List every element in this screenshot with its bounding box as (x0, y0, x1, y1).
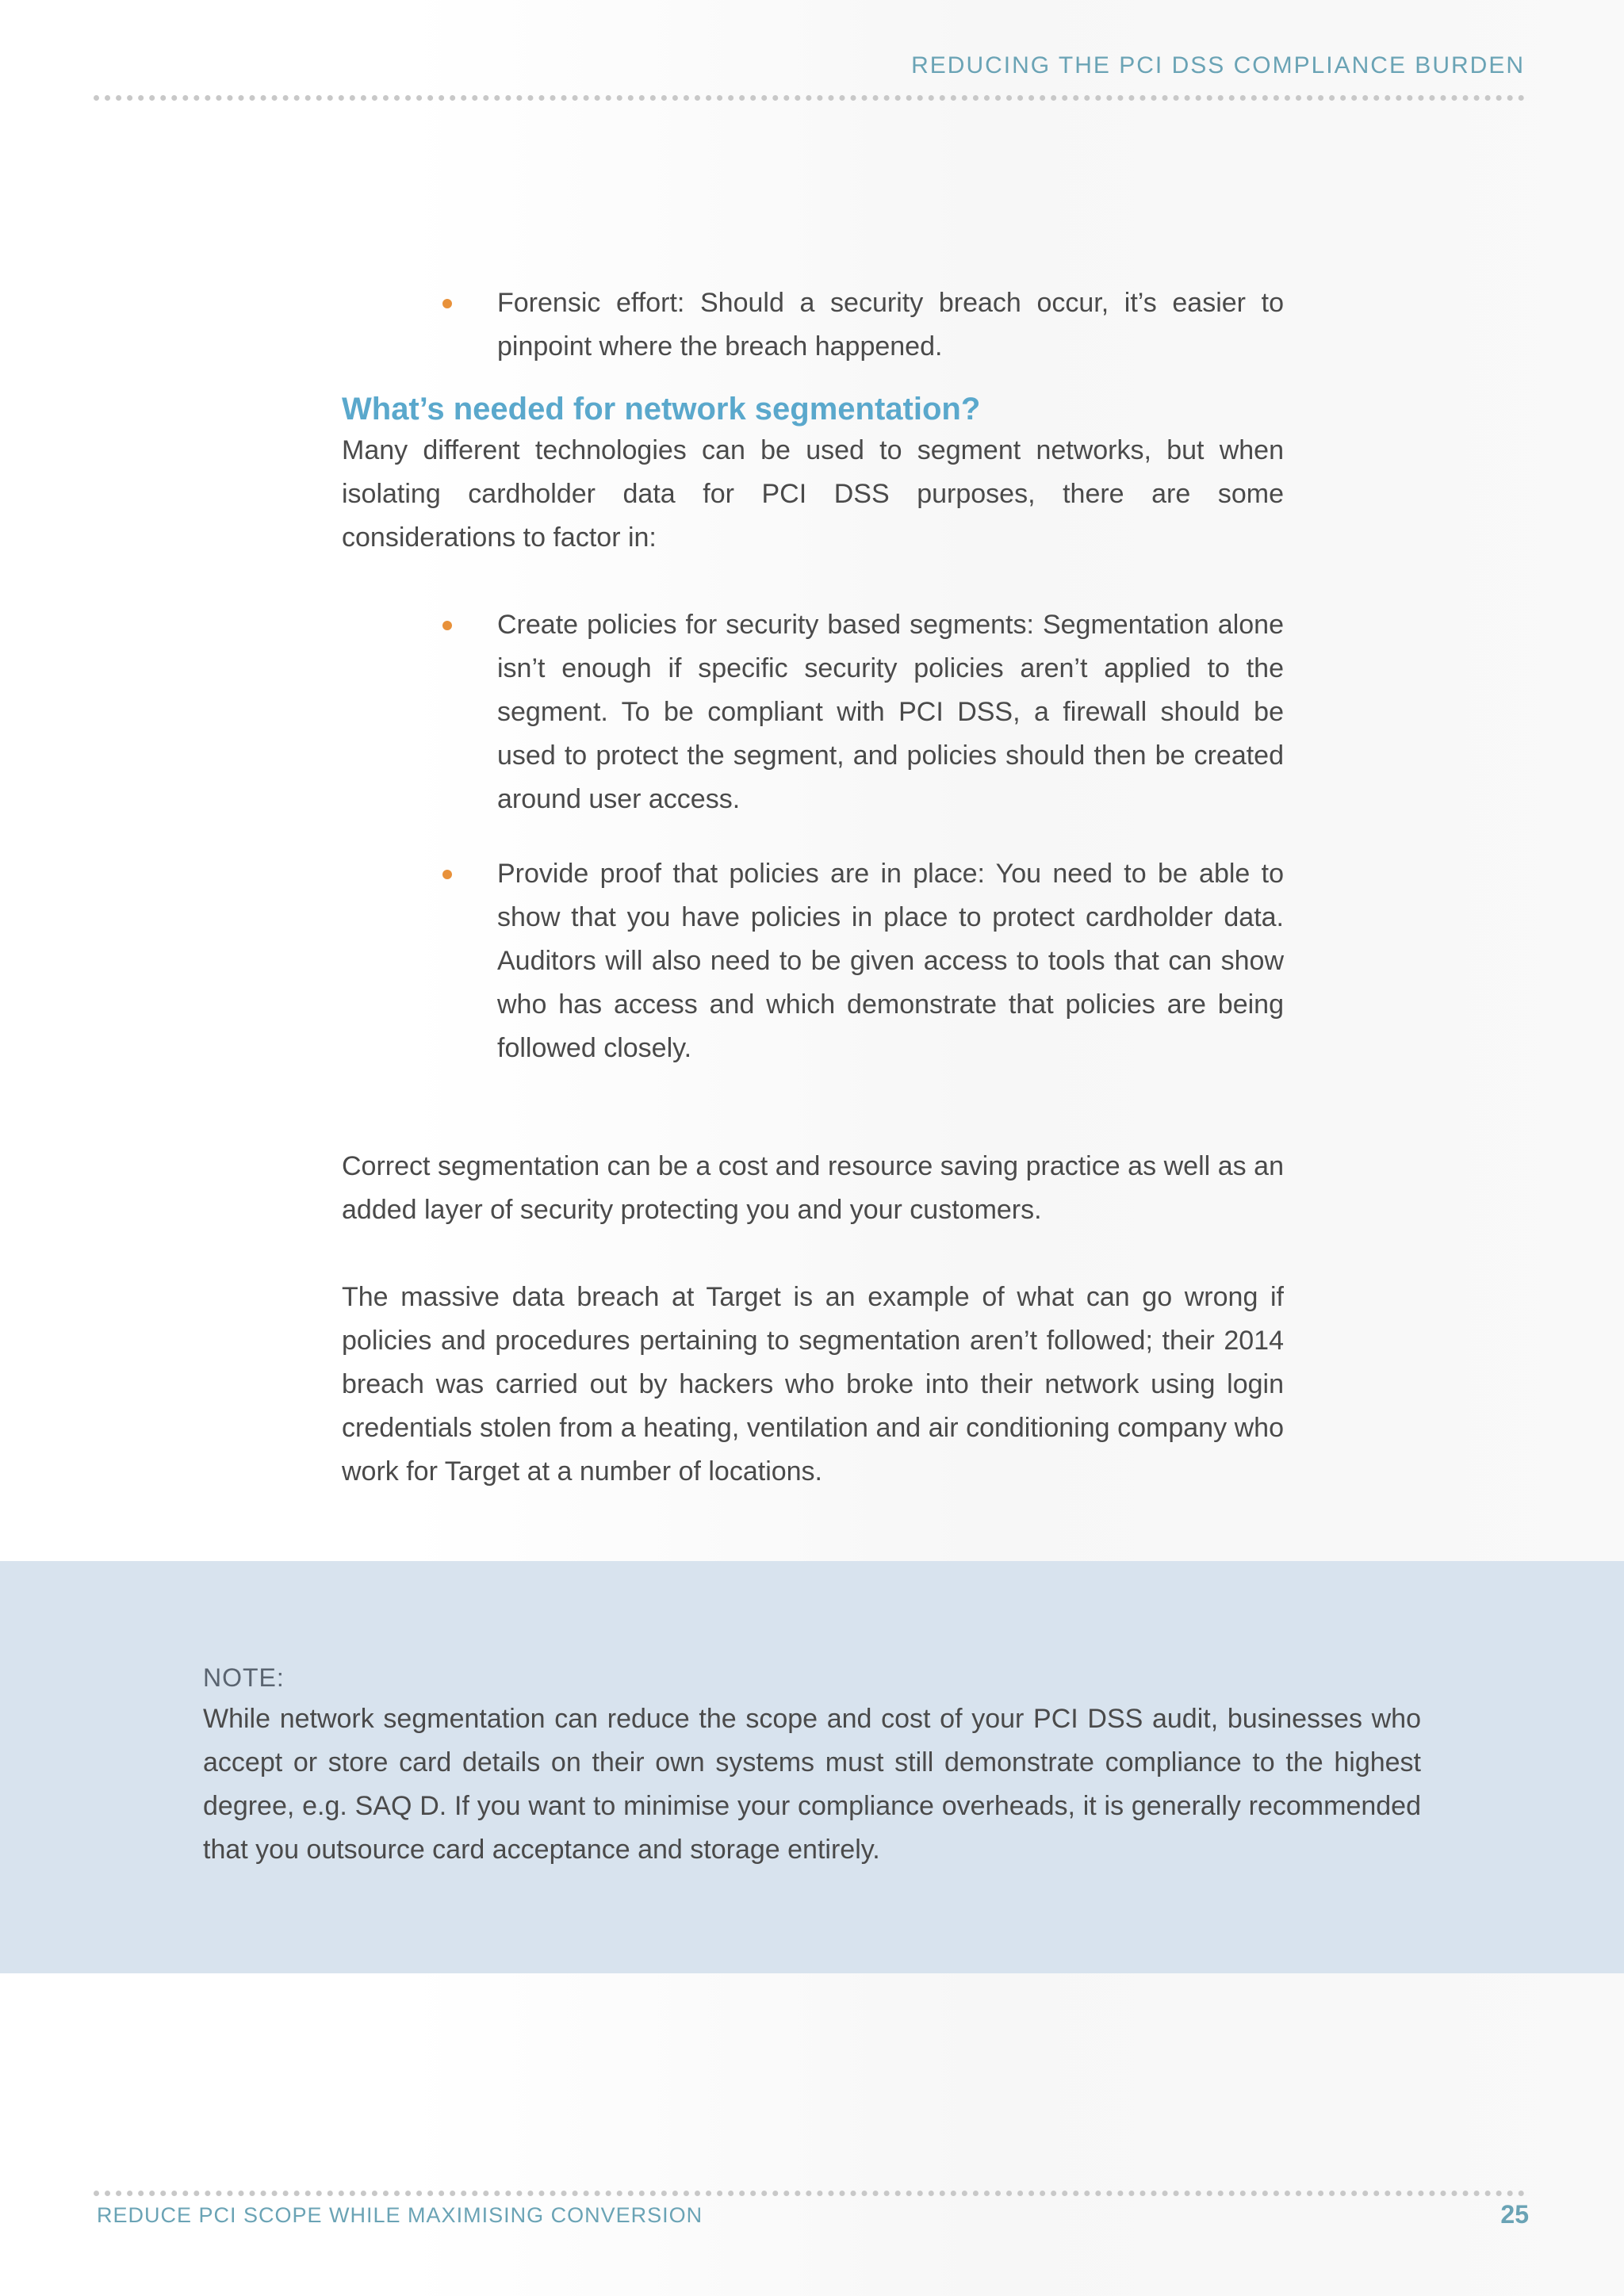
page-number: 25 (1500, 2200, 1529, 2229)
list-item (342, 281, 1284, 369)
note-content (203, 1658, 1421, 1872)
list-item (342, 852, 1284, 1070)
main-content (342, 281, 1284, 1494)
bullet-icon (442, 299, 452, 308)
bullet-text: Provide proof that policies are in place: You need to be able to show that you have policies in place to protect cardholder data. Auditors will also need to be given access to tools that can show who has access and which demonstrate that policies are being followed closely. (497, 859, 1284, 1063)
list-item (342, 603, 1284, 821)
bullet-list (342, 603, 1284, 1070)
cost-paragraph: Correct segmentation can be a cost and resource saving practice as well as an added layer of security protecting you and your customers. (342, 1151, 1284, 1225)
bullet-icon (442, 870, 452, 879)
header-divider (94, 95, 1525, 101)
section-heading: What’s needed for network segmentation? (342, 392, 981, 427)
note-box (0, 1561, 1624, 1973)
bullet-list-top (342, 281, 1284, 369)
running-header: REDUCING THE PCI DSS COMPLIANCE BURDEN (911, 52, 1525, 78)
bullet-icon (442, 621, 452, 630)
note-label: NOTE: (203, 1663, 285, 1692)
intro-paragraph: Many different technologies can be used to segment networks, but when isolating cardholder data for PCI DSS purposes, there are some considerations to factor in: (342, 435, 1284, 553)
running-footer: REDUCE PCI SCOPE WHILE MAXIMISING CONVERSION (97, 2203, 703, 2227)
footer-divider (94, 2191, 1525, 2196)
target-paragraph: The massive data breach at Target is an example of what can go wrong if policies and procedures pertaining to segmentation aren’t followed; their 2014 breach was carried out by hackers who broke into their network using login credentials stolen from a heating, ventilation and air conditioning company who work for Target at a number of locations. (342, 1282, 1284, 1487)
bullet-text: Create policies for security based segments: Segmentation alone isn’t enough if specific security policies aren’t applied to the segment. To be compliant with PCI DSS, a firewall should be used to protect the segment, and policies should then be created around user access. (497, 610, 1284, 814)
bullet-text: Forensic effort: Should a security breach occur, it’s easier to pinpoint where the breach happened. (497, 288, 1284, 362)
note-text: While network segmentation can reduce the scope and cost of your PCI DSS audit, businesses who accept or store card details on their own systems must still demonstrate compliance to the highest degree, e.g. SAQ D. If you want to minimise your compliance overheads, it is generally recommended that you outsource card acceptance and storage entirely. (203, 1704, 1421, 1865)
